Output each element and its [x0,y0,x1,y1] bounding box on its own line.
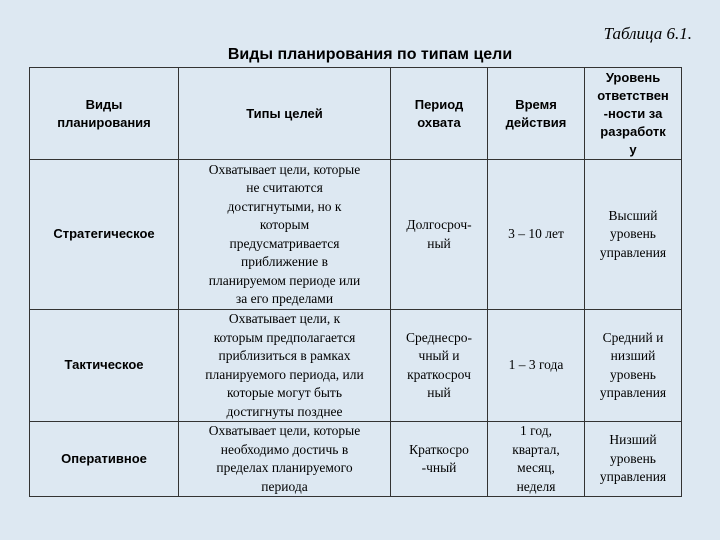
table-row [30,422,682,497]
cell-kind: Тактическое [30,310,179,422]
cell-goals: Охватывает цели, которые не считаются достигнутыми, но к которым предусматривается приближение в планируемом периоде или за его пределами [179,160,391,310]
header-cell-kind: Виды планирования [30,68,179,160]
header-cell-level: Уровень ответствен -ности за разработк у [585,68,682,160]
planning-table [29,67,682,497]
header-cell-period: Период охвата [391,68,488,160]
header-cell-time: Время действия [488,68,585,160]
cell-time: 1 – 3 года [488,310,585,422]
cell-period: Долгосроч- ный [391,160,488,310]
cell-level: Низший уровень управления [585,422,682,497]
cell-kind: Стратегическое [30,160,179,310]
header-cell-goals: Типы целей [179,68,391,160]
cell-kind: Оперативное [30,422,179,497]
cell-time: 3 – 10 лет [488,160,585,310]
table-row [30,310,682,422]
cell-period: Краткосро -чный [391,422,488,497]
table-caption: Таблица 6.1. [603,24,692,43]
cell-level: Высший уровень управления [585,160,682,310]
cell-time: 1 год, квартал, месяц, неделя [488,422,585,497]
table-title: Виды планирования по типам цели [227,46,513,63]
cell-goals: Охватывает цели, которые необходимо достичь в пределах планируемого периода [179,422,391,497]
header-row [30,68,682,160]
cell-period: Среднесро- чный и краткосроч ный [391,310,488,422]
table-row [30,160,682,310]
cell-level: Средний и низший уровень управления [585,310,682,422]
cell-goals: Охватывает цели, к которым предполагается приблизиться в рамках планируемого периода, или которые могут быть достигнуты позднее [179,310,391,422]
